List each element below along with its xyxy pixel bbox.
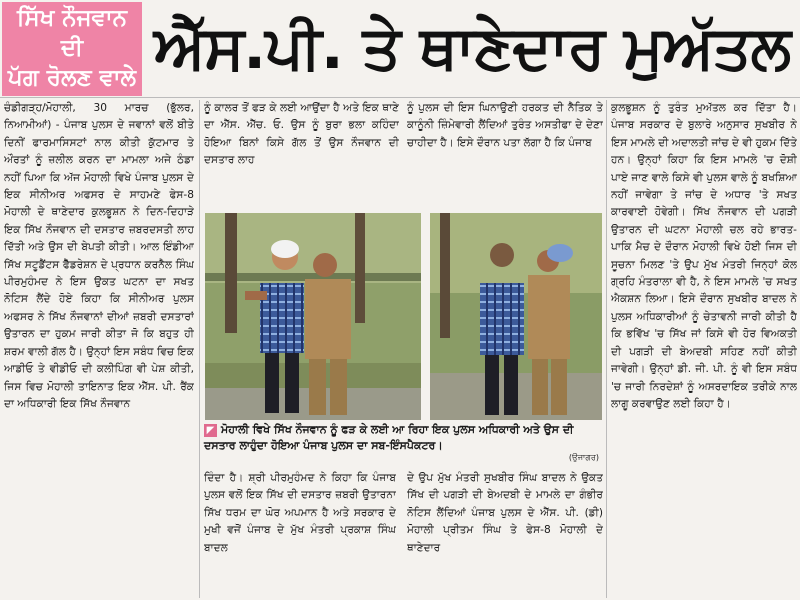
- article-column-2-top: ਨੂੰ ਕਾਲਰ ਤੋਂ ਫੜ ਕੇ ਲਈ ਆਉਂਦਾ ਹੈ ਅਤੇ ਇਕ ਥਾਣੇ ਦਾ ਐੱਸ. ਐੱਚ. ਓ. ਉਸ ਨੂੰ ਬੁਰਾ ਭਲਾ ਕਹਿੰਦਾ ਹੋਇਆ ਬਿਨਾਂ ਕਿਸੇ ਗੱਲ ਤੋਂ ਉਸ ਨੌਜਵਾਨ ਦੀ ਦਸਤਾਰ ਲਾਹ: [204, 102, 399, 167]
- photo-officer-holding-youth: [205, 213, 421, 420]
- news-photo-left: [205, 213, 421, 420]
- article-column-1: ਚੰਡੀਗੜ੍ਹ/ਮੋਹਾਲੀ, 30 ਮਾਰਚ (ਭੁੱਲਰ, ਨਿਆਮੀਆਂ) - ਪੰਜਾਬ ਪੁਲਸ ਦੇ ਜਵਾਨਾਂ ਵਲੋਂ ਬੀਤੇ ਦਿਨੀਂ ਫਾਰਮਾਸਿਸਟਾਂ ਨਾਲ ਕੀਤੀ ਕੁੱਟਮਾਰ ਤੇ ਔਰਤਾਂ ਨੂੰ ਜ਼ਲੀਲ ਕਰਨ ਦਾ ਮਾਮਲਾ ਅਜੇ ਠੰਡਾ ਨਹੀਂ ਪਿਆ ਕਿ ਅੱਜ ਮੋਹਾਲੀ ਵਿਖੇ ਪੰਜਾਬ ਪੁਲਸ ਦੇ ਇਕ ਸੀਨੀਅਰ ਅਫਸਰ ਦੇ ਸਾਹਮਣੇ ਫੇਸ-8 ਮੋਹਾਲੀ ਦੇ ਥਾਣੇਦਾਰ ਕੁਲਭੂਸ਼ਨ ਨੇ ਦਿਨ-ਦਿਹਾੜੇ ਇਕ ਸਿੱਖ ਨੌਜਵਾਨ ਦੀ ਦਸਤਾਰ ਜ਼ਬਰਦਸਤੀ ਲਾਹ ਦਿੱਤੀ ਅਤੇ ਉਸ ਦੀ ਬੇਪਤੀ ਕੀਤੀ। ਆਲ ਇੰਡੀਆ ਸਿੱਖ ਸਟੂਡੈਂਟਸ ਫੈੱਡਰੇਸ਼ਨ ਦੇ ਪ੍ਰਧਾਨ ਕਰਨੈਲ ਸਿੰਘ ਪੀਰਮੁਹੰਮਦ ਨੇ ਇਸ ਉਕਤ ਘਟਨਾ ਦਾ ਸਖਤ ਨੋਟਿਸ ਲੈਂਦੇ ਹੋਏ ਕਿਹਾ ਕਿ ਸੀਨੀਅਰ ਪੁਲਸ ਅਫਸਰ ਨੇ ਸਿੱਖ ਨੌਜਵਾਨਾਂ ਦੀਆਂ ਜ਼ਬਰੀ ਦਸਤਾਰਾਂ ਉਤਾਰਨ ਦਾ ਹੁਕਮ ਜਾਰੀ ਕੀਤਾ ਜੋ ਕਿ ਬਹੁਤ ਹੀ ਸ਼ਰਮ ਵਾਲੀ ਗੱਲ ਹੈ। ਉਨ੍ਹਾਂ ਇਸ ਸਬੰਧ ਵਿਚ ਇਕ ਆਡੀਓ ਤੇ ਵੀਡੀਓ ਦੀ ਕਲੀਪਿੰਗ ਵੀ ਪੇਸ਼ ਕੀਤੀ, ਜਿਸ ਵਿਚ ਮੋਹਾਲੀ ਤਾਇਨਾਤ ਇਕ ਐੱਸ. ਪੀ. ਰੈਂਕ ਦਾ ਅਧਿਕਾਰੀ ਇਕ ਸਿੱਖ ਨੌਜਵਾਨ: [4, 102, 194, 410]
- column-divider-1: [199, 100, 200, 598]
- kicker-box: [2, 2, 142, 96]
- kicker-line-2: ਪੱਗ ਰੋਲਣ ਵਾਲੇ: [7, 64, 137, 91]
- article-column-2-bottom: ਦਿੰਦਾ ਹੈ। ਸ਼੍ਰੀ ਪੀਰਮੁਹੰਮਦ ਨੇ ਕਿਹਾ ਕਿ ਪੰਜਾਬ ਪੁਲਸ ਵਲੋਂ ਇਕ ਸਿੱਖ ਦੀ ਦਸਤਾਰ ਜ਼ਬਰੀ ਉਤਾਰਨਾ ਸਿੱਖ ਧਰਮ ਦਾ ਘੋਰ ਅਪਮਾਨ ਹੈ ਅਤੇ ਸਰਕਾਰ ਦੇ ਮੁਖੀ ਵਜੋਂ ਪੰਜਾਬ ਦੇ ਮੁੱਖ ਮੰਤਰੀ ਪ੍ਰਕਾਸ਼ ਸਿੰਘ ਬਾਦਲ: [204, 472, 396, 554]
- caption-text: ਮੋਹਾਲੀ ਵਿਖੇ ਸਿੱਖ ਨੌਜਵਾਨ ਨੂੰ ਫੜ ਕੇ ਲਈ ਆ ਰਿਹਾ ਇਕ ਪੁਲਸ ਅਧਿਕਾਰੀ ਅਤੇ ਉਸ ਦੀ ਦਸਤਾਰ ਲਾਹੁੰਦਾ ਹੋਇਆ ਪੰਜਾਬ ਪੁਲਸ ਦਾ ਸਬ-ਇੰਸਪੈਕਟਰ।: [204, 423, 574, 452]
- article-column-4: ਕੁਲਭੂਸ਼ਨ ਨੂੰ ਤੁਰੰਤ ਮੁਅੱਤਲ ਕਰ ਦਿੱਤਾ ਹੈ। ਪੰਜਾਬ ਸਰਕਾਰ ਦੇ ਬੁਲਾਰੇ ਅਨੁਸਾਰ ਸੁਖਬੀਰ ਨੇ ਇਸ ਮਾਮਲੇ ਦੀ ਅਦਾਲਤੀ ਜਾਂਚ ਦੇ ਵੀ ਹੁਕਮ ਦਿੱਤੇ ਹਨ। ਉਨ੍ਹਾਂ ਕਿਹਾ ਕਿ ਇਸ ਮਾਮਲੇ 'ਚ ਦੋਸ਼ੀ ਪਾਏ ਜਾਣ ਵਾਲੇ ਕਿਸੇ ਵੀ ਪੁਲਸ ਵਾਲੇ ਨੂੰ ਬਖਸ਼ਿਆ ਨਹੀਂ ਜਾਵੇਗਾ ਤੇ ਜਾਂਚ ਦੇ ਅਧਾਰ 'ਤੇ ਸਖਤ ਕਾਰਵਾਈ ਹੋਵੇਗੀ। ਸਿੱਖ ਨੌਜਵਾਨ ਦੀ ਪਗੜੀ ਉਤਾਰਨ ਦੀ ਘਟਨਾ ਮੋਹਾਲੀ ਚਲ ਰਹੇ ਭਾਰਤ-ਪਾਕਿ ਮੈਚ ਦੇ ਦੌਰਾਨ ਮੋਹਾਲੀ ਵਿਖੇ ਹੋਈ ਜਿਸ ਦੀ ਸੂਚਨਾ ਮਿਲਣ 'ਤੇ ਉਪ ਮੁੱਖ ਮੰਤਰੀ ਜਿਨ੍ਹਾਂ ਕੋਲ ਗ੍ਰਹਿ ਮੰਤਰਾਲਾ ਵੀ ਹੈ, ਨੇ ਇਸ ਮਾਮਲੇ 'ਚ ਸਖਤ ਐਕਸ਼ਨ ਲਿਆ। ਇਸੇ ਦੌਰਾਨ ਸੁਖਬੀਰ ਬਾਦਲ ਨੇ ਪੁਲਸ ਅਧਿਕਾਰੀਆਂ ਨੂੰ ਚੇਤਾਵਨੀ ਜਾਰੀ ਕੀਤੀ ਹੈ ਕਿ ਭਵਿੱਖ 'ਚ ਸਿੱਖ ਜਾਂ ਕਿਸੇ ਵੀ ਹੋਰ ਵਿਅਕਤੀ ਦੀ ਪਗੜੀ ਦੀ ਬੇਅਦਬੀ ਸਹਿਣ ਨਹੀਂ ਕੀਤੀ ਜਾਵੇਗੀ। ਉਨ੍ਹਾਂ ਡੀ. ਜੀ. ਪੀ. ਨੂੰ ਵੀ ਇਸ ਸਬੰਧ 'ਚ ਜਾਰੀ ਨਿਰਦੇਸ਼ਾਂ ਨੂੰ ਅਸਰਦਾਇਕ ਤਰੀਕੇ ਨਾਲ ਲਾਗੂ ਕਰਵਾਉਣ ਲਈ ਕਿਹਾ ਹੈ।: [611, 102, 797, 410]
- news-photo-right: [430, 213, 602, 420]
- kicker-line-1: ਸਿੱਖ ਨੌਜਵਾਨ ਦੀ: [16, 5, 128, 62]
- article-column-3-bottom: ਦੇ ਉਪ ਮੁੱਖ ਮੰਤਰੀ ਸੁਖਬੀਰ ਸਿੰਘ ਬਾਦਲ ਨੇ ਉਕਤ ਸਿੱਖ ਦੀ ਪਗੜੀ ਦੀ ਬੇਅਦਬੀ ਦੇ ਮਾਮਲੇ ਦਾ ਗੰਭੀਰ ਨੋਟਿਸ ਲੈਂਦਿਆਂ ਪੰਜਾਬ ਪੁਲਸ ਦੇ ਐੱਸ. ਪੀ. (ਡੀ) ਮੋਹਾਲੀ ਪ੍ਰੀਤਮ ਸਿੰਘ ਤੇ ਫੇਸ-8 ਮੋਹਾਲੀ ਦੇ ਥਾਣੇਦਾਰ: [407, 472, 603, 554]
- photo-credit: (ਉਜਾਗਰ): [568, 453, 599, 462]
- caption-marker-icon: ◤: [204, 424, 217, 437]
- column-divider-3: [606, 100, 607, 598]
- photo-turban-being-removed: [430, 213, 602, 420]
- headline-divider: [0, 97, 800, 98]
- headline: ਐੱਸ.ਪੀ. ਤੇ ਥਾਣੇਦਾਰ ਮੁਅੱਤਲ: [153, 13, 791, 83]
- photo-caption: [204, 422, 603, 466]
- article-column-3-top: ਨੂੰ ਪੁਲਸ ਦੀ ਇਸ ਘਿਨਾਉਣੀ ਹਰਕਤ ਦੀ ਨੈਤਿਕ ਤੇ ਕਾਨੂੰਨੀ ਜ਼ਿੰਮੇਵਾਰੀ ਲੈਂਦਿਆਂ ਤੁਰੰਤ ਅਸਤੀਫਾ ਦੇ ਦੇਣਾ ਚਾਹੀਦਾ ਹੈ। ਇਸੇ ਦੌਰਾਨ ਪਤਾ ਲੱਗਾ ਹੈ ਕਿ ਪੰਜਾਬ: [407, 102, 603, 149]
